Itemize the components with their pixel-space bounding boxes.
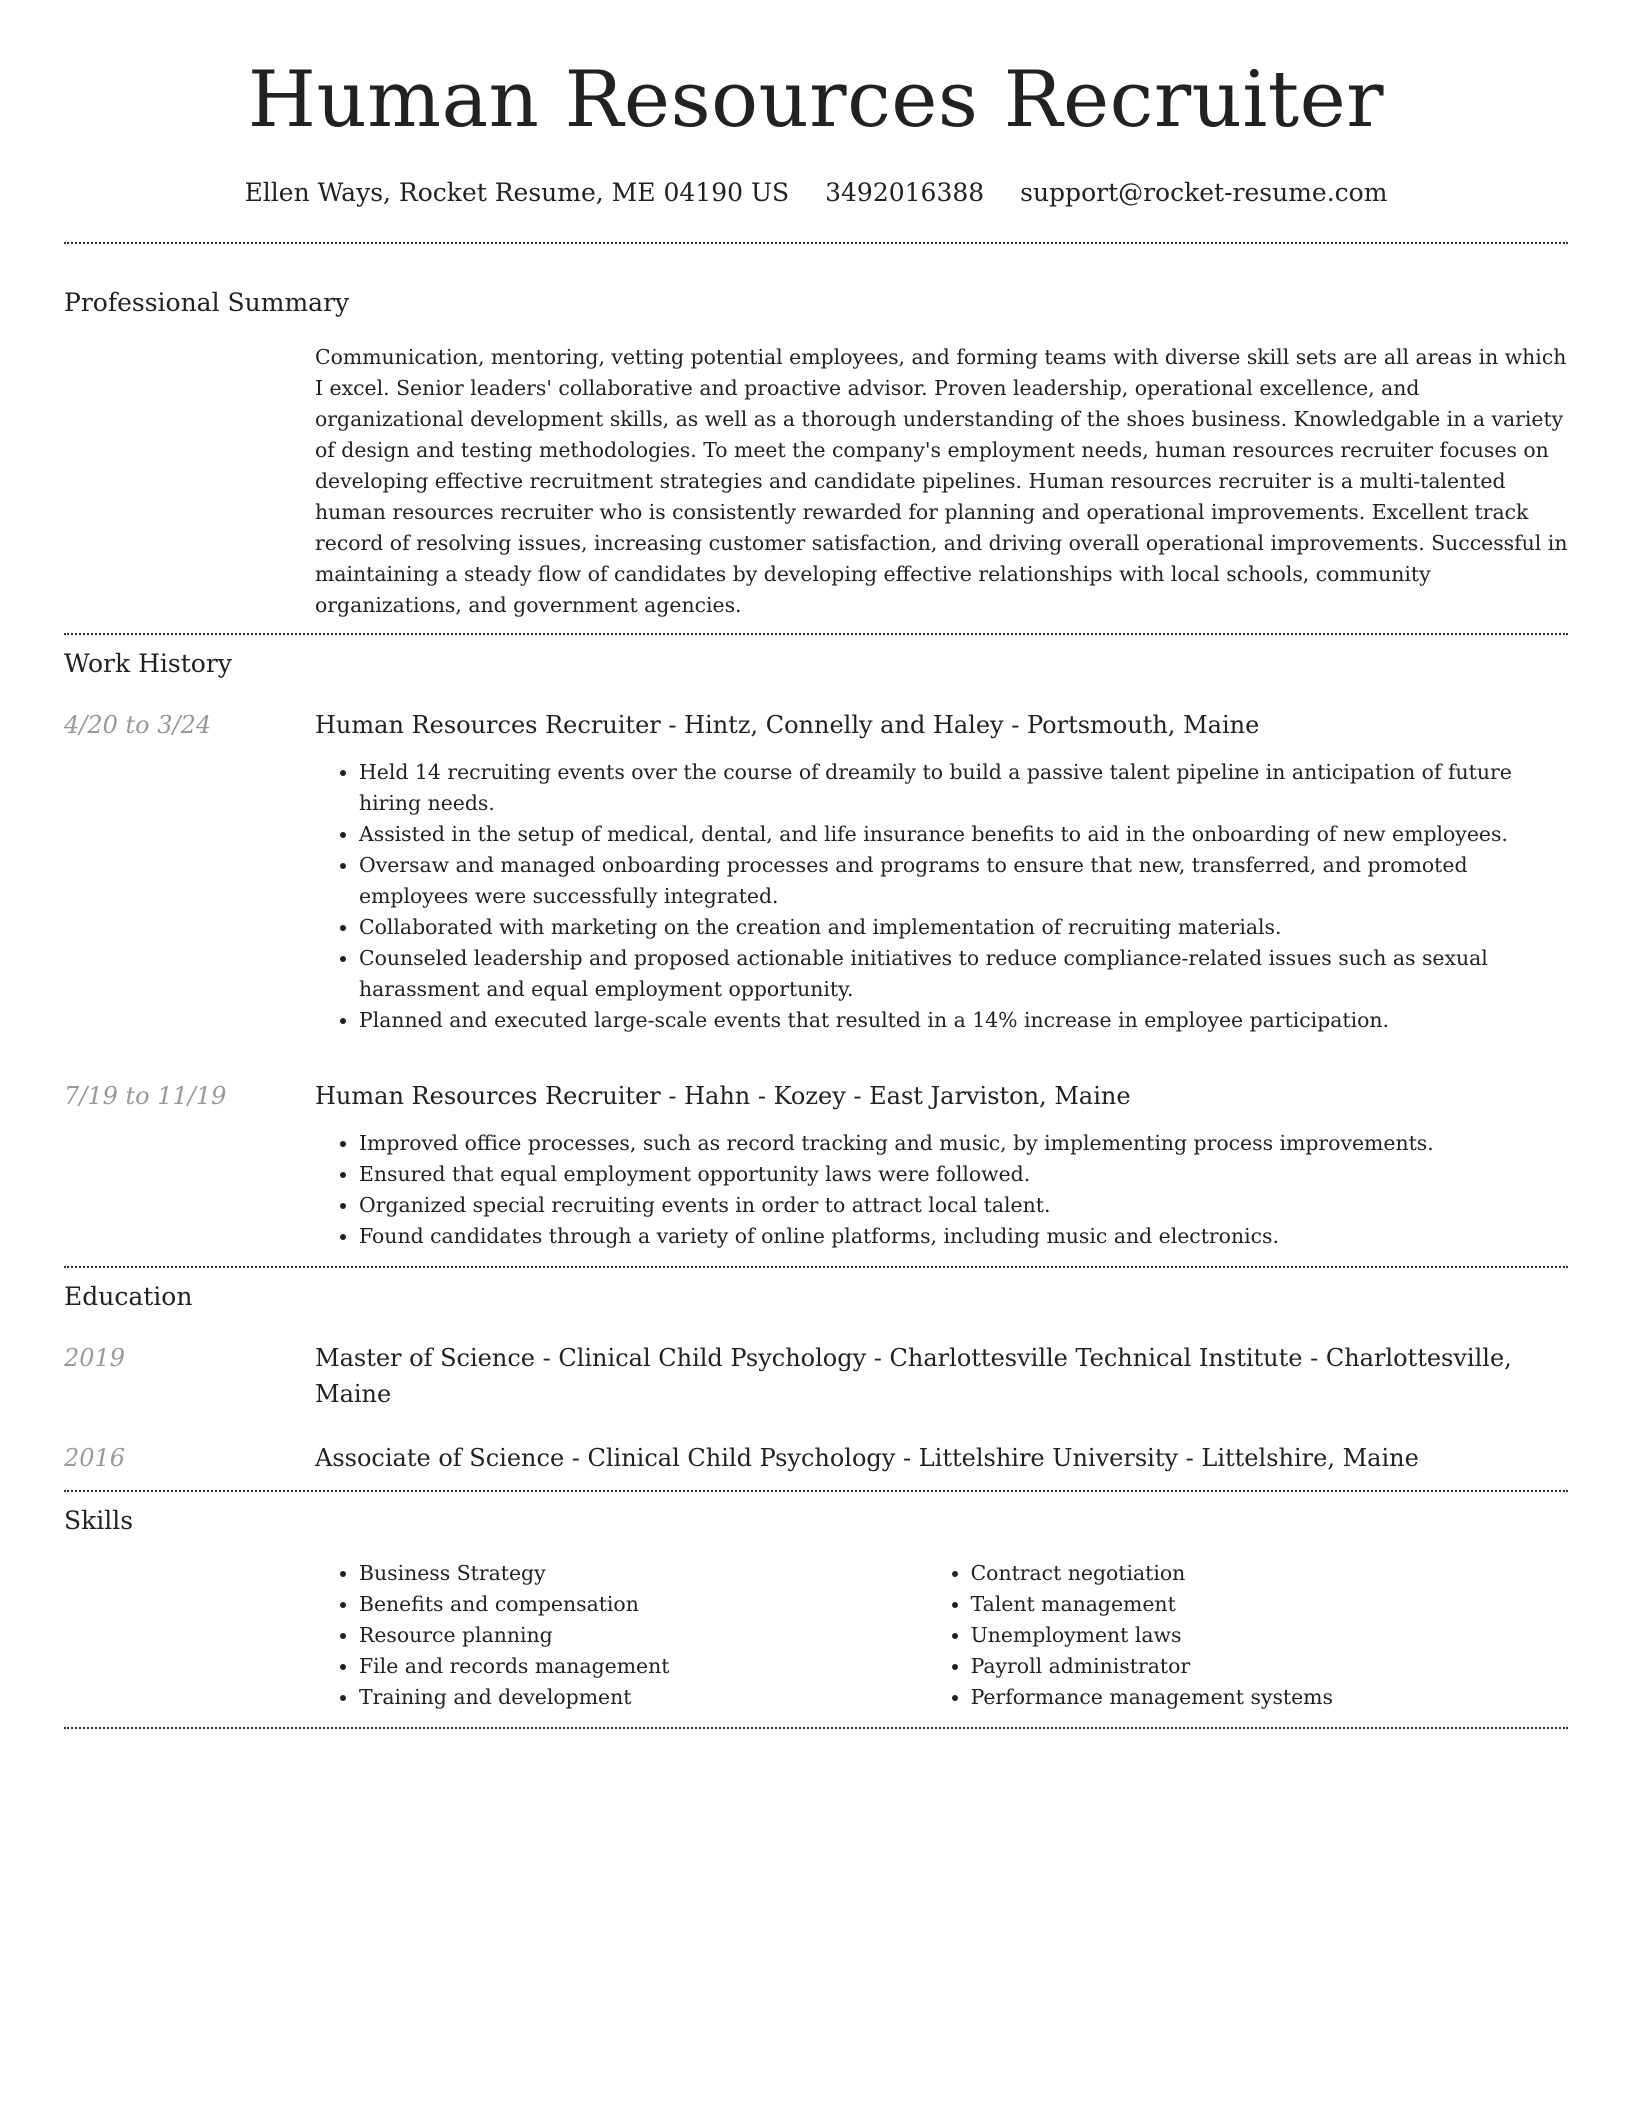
job-bullets [64,757,1568,1036]
skills-column-left [315,1558,927,1713]
resume-title: Human Resources Recruiter [247,55,1385,145]
education-row [64,1440,1568,1476]
skill-item: • Training and development [359,1682,927,1713]
skills-column-right [927,1558,1568,1713]
job-dates: 7/19 to 11/19 [64,1082,227,1110]
divider [64,633,1568,635]
education-year: 2019 [64,1344,126,1372]
summary-text: Communication, mentoring, vetting potential employees, and forming teams with diverse skill sets are all areas in which I excel. Senior leaders' collaborative and proactive advisor. Proven leadership, operational excellence, and organizational development skills, as well as a thorough understanding of the shoes business. Knowledgable in a variety of design and testing methodologies. To meet the company's employment needs, human resources recruiter focuses on developing effective recruitment strategies and candidate pipelines. Human resources recruiter is a multi-talented human resources recruiter who is consistently rewarded for planning and operational improvements. Excellent track record of resolving issues, increasing customer satisfaction, and driving overall operational improvements. Successful in maintaining a steady flow of candidates by developing effective relationships with local schools, community organizations, and government agencies. [315,345,1568,617]
skills-list [315,1558,1568,1727]
job-bullet: • Found candidates through a variety of online platforms, including music and electronics. [359,1221,1568,1252]
section-heading-summary: Professional Summary [64,288,350,317]
skill-item: • Resource planning [359,1620,927,1651]
education-title: Master of Science - Clinical Child Psychology - Charlottesville Technical Institute - Charlottesville, Maine [315,1344,1512,1408]
education-entry [64,1440,1568,1490]
skill-item: • Payroll administrator [971,1651,1568,1682]
job-bullet: • Counseled leadership and proposed actionable initiatives to reduce compliance-related issues such as sexual harassment and equal employment opportunity. [359,943,1568,1005]
divider [64,242,1568,244]
section-heading-work-history: Work History [64,649,232,678]
job-entry [64,1078,1568,1266]
contact-line [64,178,1568,208]
divider [64,1727,1568,1729]
skill-item: • Benefits and compensation [359,1589,927,1620]
education-year: 2016 [64,1444,126,1472]
job-entry [64,707,1568,1050]
resume-page [64,0,1568,1729]
job-bullet: • Planned and executed large-scale events that resulted in a 14% increase in employee participation. [359,1005,1568,1036]
contact-phone: 3492016388 [825,178,985,207]
job-title: Human Resources Recruiter - Hintz, Connelly and Haley - Portsmouth, Maine [315,711,1260,739]
contact-email: support@rocket-resume.com [1020,178,1388,207]
skill-item: • Unemployment laws [971,1620,1568,1651]
education-row [64,1340,1568,1412]
job-bullet: • Assisted in the setup of medical, dental, and life insurance benefits to aid in the onboarding of new employees. [359,819,1568,850]
job-bullet: • Ensured that equal employment opportunity laws were followed. [359,1159,1568,1190]
divider [64,1266,1568,1268]
job-dates: 4/20 to 3/24 [64,711,212,739]
divider [64,1490,1568,1492]
job-bullet: • Held 14 recruiting events over the course of dreamily to build a passive talent pipeline in anticipation of future hiring needs. [359,757,1568,819]
skill-item: • File and records management [359,1651,927,1682]
contact-address: Ellen Ways, Rocket Resume, ME 04190 US [244,178,790,207]
skill-item: • Business Strategy [359,1558,927,1589]
skill-item: • Contract negotiation [971,1558,1568,1589]
job-title: Human Resources Recruiter - Hahn - Kozey - East Jarviston, Maine [315,1082,1131,1110]
skill-item: • Talent management [971,1589,1568,1620]
job-bullet: • Improved office processes, such as record tracking and music, by implementing process improvements. [359,1128,1568,1159]
job-bullets [64,1128,1568,1252]
education-title: Associate of Science - Clinical Child Psychology - Littelshire University - Littelshire, Maine [315,1444,1419,1472]
job-header [64,707,1568,743]
section-heading-education: Education [64,1282,193,1311]
job-bullet: • Organized special recruiting events in order to attract local talent. [359,1190,1568,1221]
job-bullet: • Collaborated with marketing on the creation and implementation of recruiting materials. [359,912,1568,943]
job-header [64,1078,1568,1114]
section-heading-skills: Skills [64,1506,134,1535]
education-entry [64,1340,1568,1412]
job-bullet: • Oversaw and managed onboarding processes and programs to ensure that new, transferred, and promoted employees were successfully integrated. [359,850,1568,912]
skill-item: • Performance management systems [971,1682,1568,1713]
